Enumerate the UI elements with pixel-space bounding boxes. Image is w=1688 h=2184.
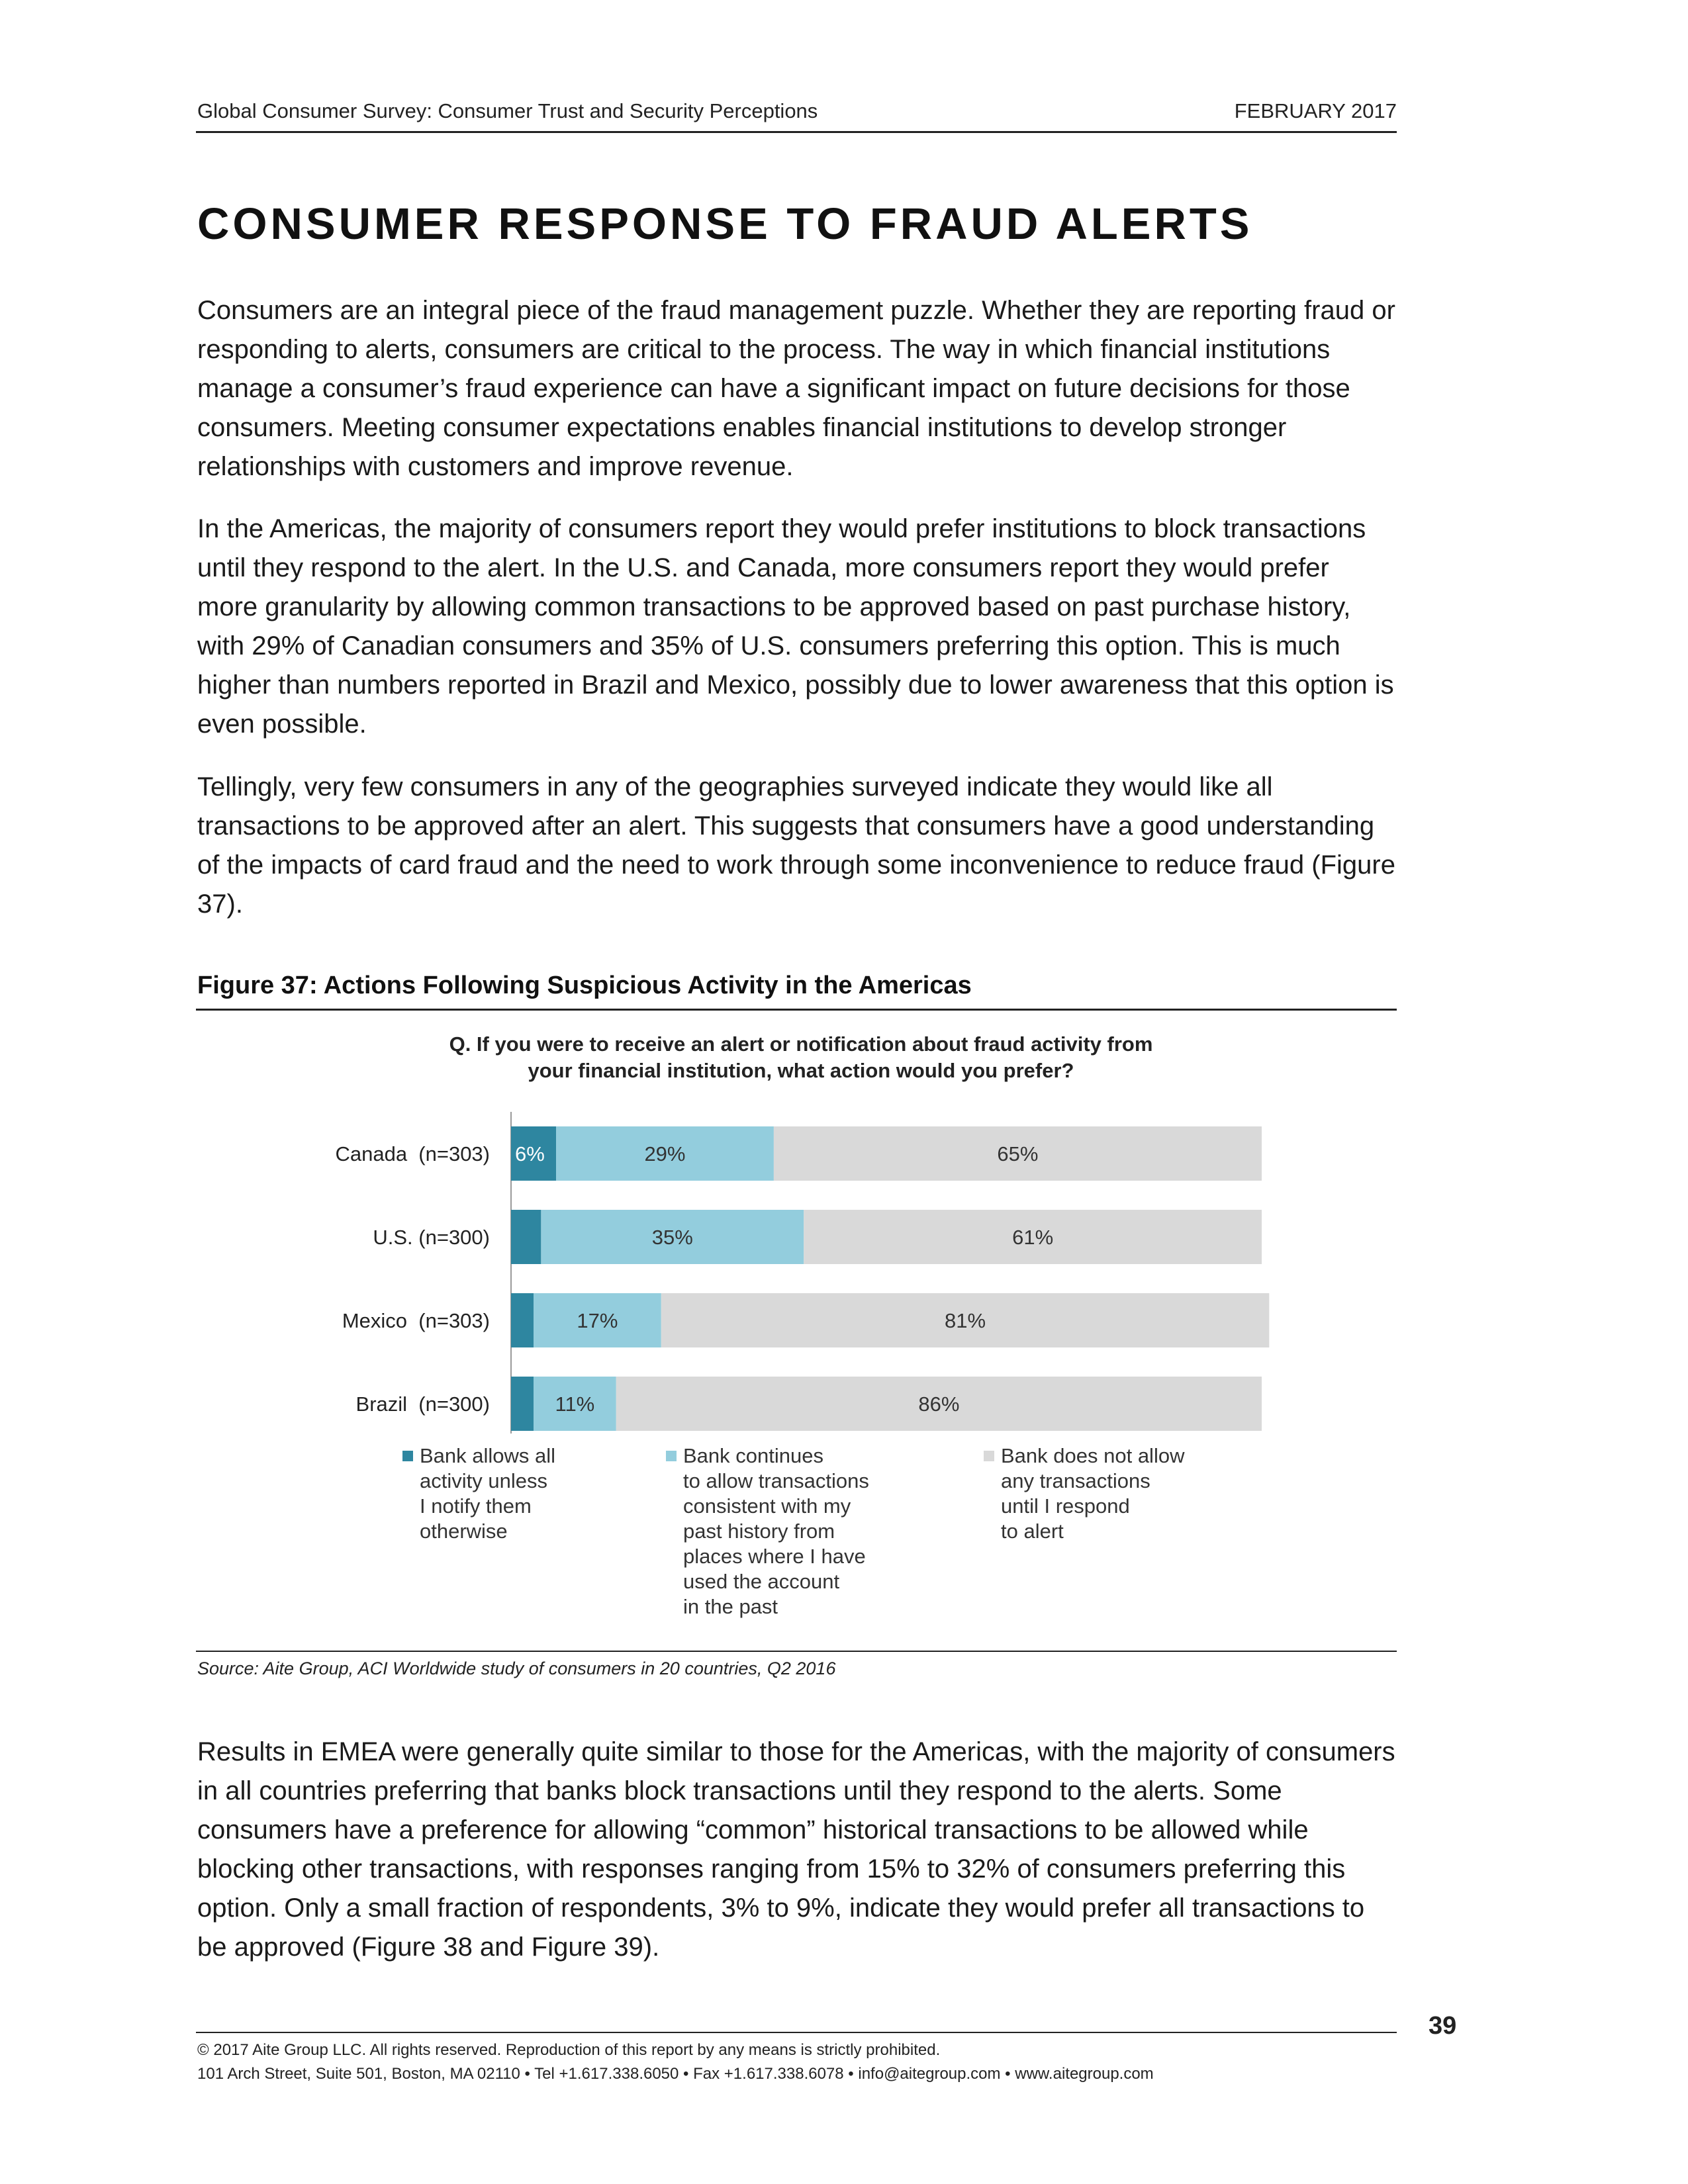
data-label: 86% bbox=[918, 1392, 960, 1416]
data-label: 35% bbox=[651, 1226, 693, 1249]
footer-divider bbox=[196, 2032, 1397, 2033]
data-label: 61% bbox=[1012, 1226, 1054, 1249]
legend-label: to alert bbox=[1001, 1520, 1064, 1543]
legend-label: Bank allows all bbox=[420, 1444, 556, 1467]
legend-label: activity unless bbox=[420, 1469, 547, 1492]
legend-label: past history from bbox=[683, 1520, 835, 1543]
data-label: 65% bbox=[997, 1142, 1039, 1165]
legend-label: Bank continues bbox=[683, 1444, 823, 1467]
legend-label: consistent with my bbox=[683, 1494, 851, 1518]
category-label: Mexico (n=303) bbox=[342, 1309, 490, 1332]
category-label: Canada (n=303) bbox=[335, 1142, 490, 1165]
running-header-title: Global Consumer Survey: Consumer Trust and Security Perceptions bbox=[197, 99, 818, 122]
legend-label: otherwise bbox=[420, 1520, 508, 1543]
category-label: Brazil (n=300) bbox=[355, 1392, 490, 1416]
footer-copyright: © 2017 Aite Group LLC. All rights reserved. Reproduction of this report by any means is strictly prohibited. bbox=[197, 2041, 941, 2059]
category-label: U.S. (n=300) bbox=[373, 1226, 490, 1249]
legend-swatch bbox=[402, 1451, 413, 1461]
figure-title: Figure 37: Actions Following Suspicious Activity in the Americas bbox=[197, 972, 972, 999]
paragraph-emea: Results in EMEA were generally quite similar to those for the Americas, with the majority of consumers in all countries preferring that banks block transactions until they respond to the alerts. Some consumers have a preference for allowing “common” historical transactions to be allowed while blocking other transactions, with responses ranging from 15% to 32% of consumers preferring this option. Only a small fraction of respondents, 3% to 9%, indicate they would prefer all transactions to be approved (Figure 38 and Figure 39). bbox=[197, 1737, 1395, 1962]
page-number: 39 bbox=[1429, 2012, 1457, 2040]
legend-label: places where I have bbox=[683, 1545, 866, 1568]
bar-segment bbox=[511, 1377, 534, 1431]
data-label: 6% bbox=[515, 1142, 545, 1165]
figure-bottom-rule bbox=[196, 1651, 1397, 1652]
legend-label: used the account bbox=[683, 1570, 840, 1593]
legend-label: in the past bbox=[683, 1595, 778, 1618]
legend-label: Bank does not allow bbox=[1001, 1444, 1185, 1467]
chart-title-line: your financial institution, what action would you prefer? bbox=[528, 1059, 1074, 1082]
legend-label: to allow transactions bbox=[683, 1469, 869, 1492]
data-label: 81% bbox=[945, 1309, 986, 1332]
paragraph-tellingly: Tellingly, very few consumers in any of the geographies surveyed indicate they would like all transactions to be approved after an alert. This suggests that consumers have a good understanding of the impacts of card fraud and the need to work through some inconvenience to reduce fraud (Figure 37). bbox=[197, 772, 1395, 919]
footer-contact: 101 Arch Street, Suite 501, Boston, MA 02110 • Tel +1.617.338.6050 • Fax +1.617.338.6078 • info@aitegroup.com • www.aitegroup.com bbox=[197, 2065, 1154, 2083]
chart-title-line: Q. If you were to receive an alert or notification about fraud activity from bbox=[449, 1032, 1153, 1056]
data-label: 11% bbox=[555, 1392, 595, 1416]
legend-label: any transactions bbox=[1001, 1469, 1150, 1492]
paragraph-intro: Consumers are an integral piece of the fraud management puzzle. Whether they are reporting fraud or responding to alerts, consumers are critical to the process. The way in which financial institutions manage a consumer’s fraud experience can have a significant impact on future decisions for those consumers. Meeting consumer expectations enables financial institutions to develop stronger relationships with customers and improve revenue. bbox=[197, 296, 1395, 481]
bar-segment bbox=[511, 1210, 541, 1264]
running-header-date: FEBRUARY 2017 bbox=[1234, 99, 1397, 122]
legend-label: until I respond bbox=[1001, 1494, 1130, 1518]
legend-swatch bbox=[666, 1451, 677, 1461]
legend-label: I notify them bbox=[420, 1494, 532, 1518]
data-label: 29% bbox=[644, 1142, 686, 1165]
legend-swatch bbox=[984, 1451, 994, 1461]
data-label: 17% bbox=[577, 1309, 618, 1332]
bar-segment bbox=[511, 1293, 534, 1347]
paragraph-americas: In the Americas, the majority of consumers report they would prefer institutions to block transactions until they respond to the alert. In the U.S. and Canada, more consumers report they would prefer more granularity by allowing common transactions to be approved based on past purchase history, with 29% of Canadian consumers and 35% of U.S. consumers preferring this option. This is much higher than numbers reported in Brazil and Mexico, possibly due to lower awareness that this option is even possible. bbox=[197, 514, 1394, 739]
section-title: CONSUMER RESPONSE TO FRAUD ALERTS bbox=[197, 199, 1253, 249]
figure-source: Source: Aite Group, ACI Worldwide study of consumers in 20 countries, Q2 2016 bbox=[197, 1659, 836, 1678]
